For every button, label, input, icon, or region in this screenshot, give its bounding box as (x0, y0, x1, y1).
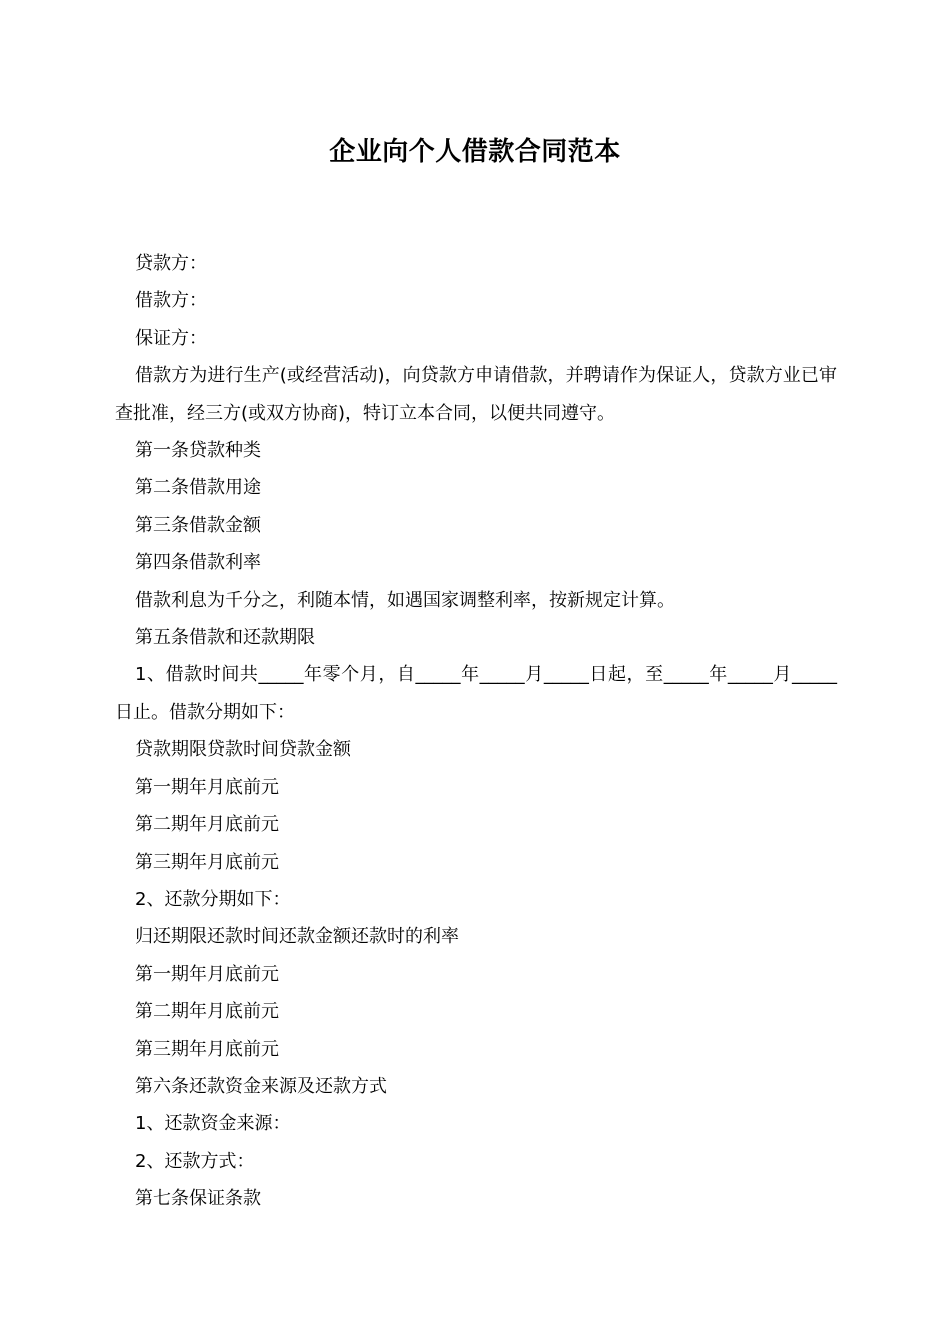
loan-term-paragraph: 1、借款时间共_____年零个月，自_____年_____月_____日起，至_____年_____月_____日止。借款分期如下： (115, 664, 837, 723)
lender-line: 贷款方： (135, 253, 207, 274)
document-body (115, 245, 837, 1218)
article-2-heading: 第二条借款用途 (135, 477, 261, 499)
article-6-heading: 第六条还款资金来源及还款方式 (135, 1075, 387, 1097)
article-1-heading: 第一条贷款种类 (135, 440, 261, 462)
loan-period-1: 第一期年月底前元 (135, 776, 279, 798)
repayment-source-line: 1、还款资金来源： (135, 1113, 291, 1135)
document-title: 企业向个人借款合同范本 (329, 137, 621, 167)
article-4-heading: 第四条借款利率 (135, 552, 261, 574)
article-7-heading: 第七条保证条款 (135, 1188, 261, 1210)
repayment-period-2: 第二期年月底前元 (135, 1001, 279, 1023)
loan-schedule-header: 贷款期限贷款时间贷款金额 (135, 739, 351, 761)
article-3-heading: 第三条借款金额 (135, 514, 261, 536)
repayment-method-line: 2、还款方式： (135, 1150, 255, 1172)
interest-paragraph: 借款利息为千分之，利随本情，如遇国家调整利率，按新规定计算。 (135, 589, 675, 611)
preamble-paragraph: 借款方为进行生产(或经营活动)，向贷款方申请借款，并聘请作为保证人，贷款方业已审查批准，经三方(或双方协商)，特订立本合同，以便共同遵守。 (115, 365, 837, 424)
borrower-line: 借款方： (135, 290, 207, 312)
guarantor-line: 保证方： (135, 327, 207, 349)
article-5-heading: 第五条借款和还款期限 (135, 627, 315, 649)
repayment-schedule-header: 归还期限还款时间还款金额还款时的利率 (135, 926, 459, 948)
loan-period-3: 第三期年月底前元 (135, 851, 279, 873)
repayment-period-1: 第一期年月底前元 (135, 963, 279, 985)
repayment-installments-line: 2、还款分期如下： (135, 888, 291, 910)
loan-period-2: 第二期年月底前元 (135, 814, 279, 836)
repayment-period-3: 第三期年月底前元 (135, 1038, 279, 1060)
